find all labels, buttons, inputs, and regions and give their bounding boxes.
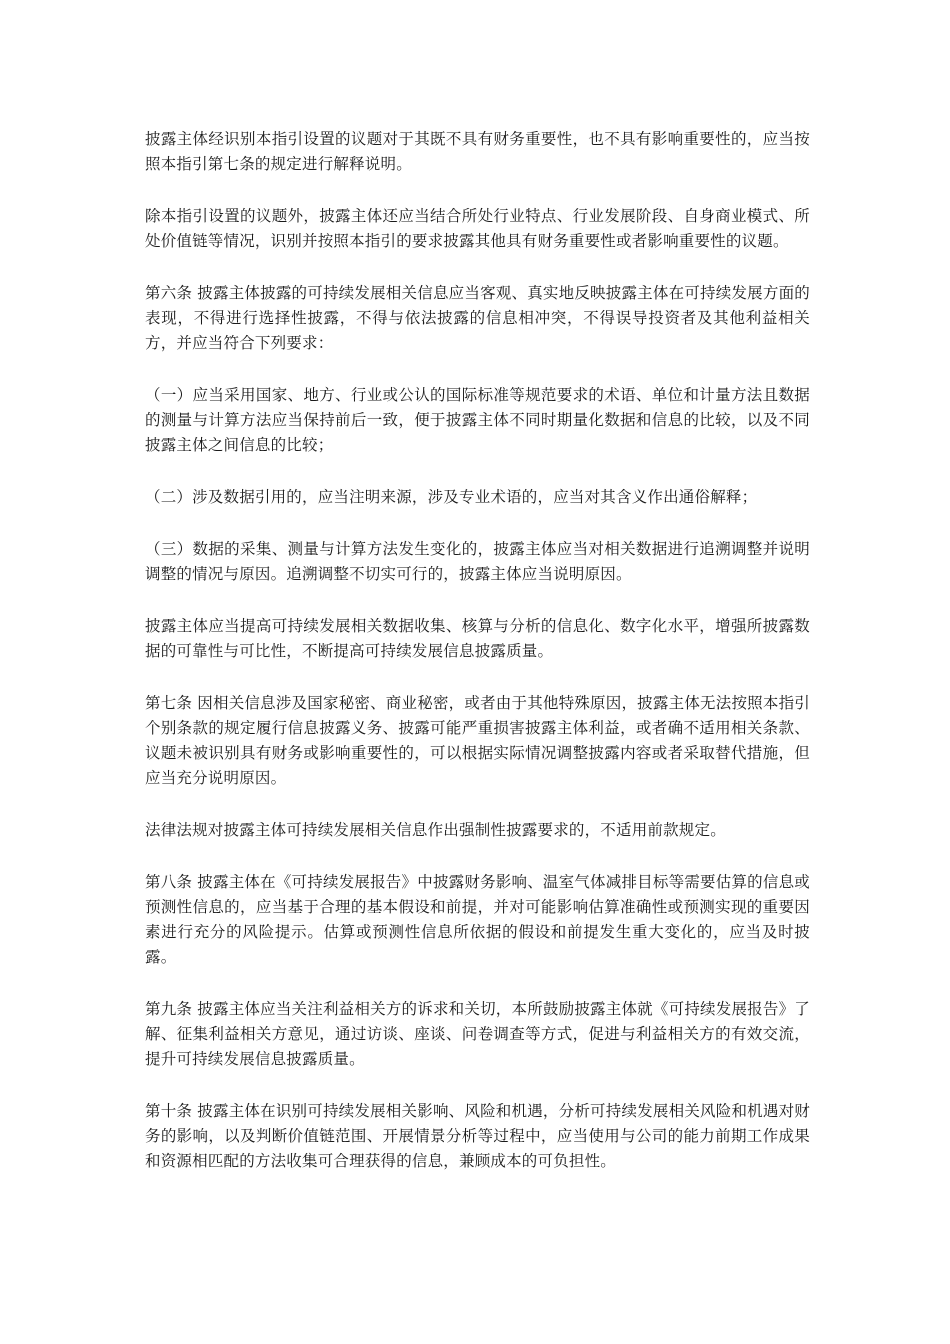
paragraph-2: 除本指引设置的议题外，披露主体还应当结合所处行业特点、行业发展阶段、自身商业模式、所处价值链等情况，识别并按照本指引的要求披露其他具有财务重要性或者影响重要性的议题。	[145, 207, 810, 250]
article-7-paragraph: 第七条 因相关信息涉及国家秘密、商业秘密，或者由于其他特殊原因，披露主体无法按照本指引个别条款的规定履行信息披露义务、披露可能严重损害披露主体利益，或者确不适用相关条款、议题未被识别具有财务或影响重要性的，可以根据实际情况调整披露内容或者采取替代措施，但应当充分说明原因。	[145, 694, 810, 787]
article-6-item-1: （一）应当采用国家、地方、行业或公认的国际标准等规范要求的术语、单位和计量方法且数据的测量与计算方法应当保持前后一致，便于披露主体不同时期量化数据和信息的比较，以及不同披露主体之间信息的比较；	[145, 386, 810, 454]
paragraph-1: 披露主体经识别本指引设置的议题对于其既不具有财务重要性，也不具有影响重要性的，应当按照本指引第七条的规定进行解释说明。	[145, 130, 810, 173]
article-7-exception: 法律法规对披露主体可持续发展相关信息作出强制性披露要求的，不适用前款规定。	[145, 821, 726, 839]
article-6-paragraph: 第六条 披露主体披露的可持续发展相关信息应当客观、真实地反映披露主体在可持续发展方面的表现，不得进行选择性披露，不得与依法披露的信息相冲突，不得误导投资者及其他利益相关方，并应当符合下列要求：	[145, 284, 810, 352]
data-quality-paragraph: 披露主体应当提高可持续发展相关数据收集、核算与分析的信息化、数字化水平，增强所披露数据的可靠性与可比性，不断提高可持续发展信息披露质量。	[145, 617, 810, 660]
document-body	[145, 127, 810, 1201]
article-6-item-3: （三）数据的采集、测量与计算方法发生变化的，披露主体应当对相关数据进行追溯调整并说明调整的情况与原因。追溯调整不切实可行的，披露主体应当说明原因。	[145, 540, 810, 583]
article-9-paragraph: 第九条 披露主体应当关注利益相关方的诉求和关切，本所鼓励披露主体就《可持续发展报告》了解、征集利益相关方意见，通过访谈、座谈、问卷调查等方式，促进与利益相关方的有效交流，提升可持续发展信息披露质量。	[145, 1000, 810, 1068]
article-8-paragraph: 第八条 披露主体在《可持续发展报告》中披露财务影响、温室气体减排目标等需要估算的信息或预测性信息的，应当基于合理的基本假设和前提，并对可能影响估算准确性或预测实现的重要因素进行充分的风险提示。估算或预测性信息所依据的假设和前提发生重大变化的，应当及时披露。	[145, 873, 810, 966]
article-6-item-2: （二）涉及数据引用的，应当注明来源，涉及专业术语的，应当对其含义作出通俗解释；	[145, 488, 758, 506]
article-10-paragraph: 第十条 披露主体在识别可持续发展相关影响、风险和机遇，分析可持续发展相关风险和机遇对财务的影响，以及判断价值链范围、开展情景分析等过程中，应当使用与公司的能力前期工作成果和资源相匹配的方法收集可合理获得的信息，兼顾成本的可负担性。	[145, 1102, 810, 1170]
